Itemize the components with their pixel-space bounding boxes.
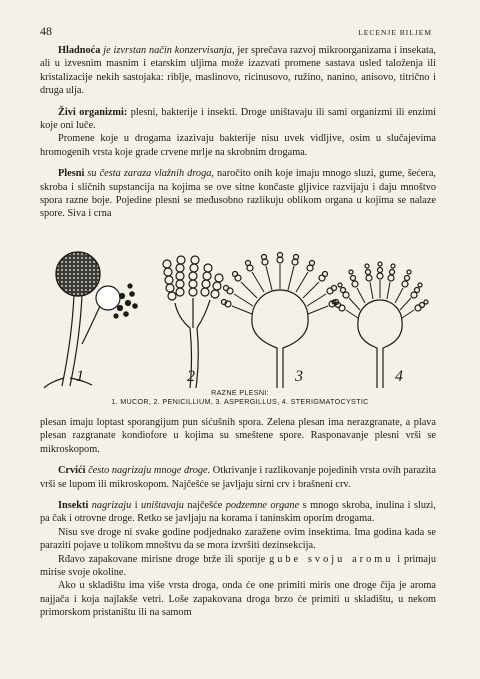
phrase-molds: su česta zaraza vlažnih droga, (87, 168, 214, 180)
paragraph-molds-continued: plesan imaju loptast sporangijum pun sićušnih spora. Zelena plesan ima nerazgranate, a plava plesan razgranate kondiofore u kojima su smeštene spore. Rasponavanje plesni vrši se mikroskopom. (40, 417, 436, 455)
mold-illustration (40, 248, 440, 393)
aroma-before: Rđavo zapakovane mirisne droge brže ili sporije (58, 553, 270, 565)
page-header (40, 24, 432, 39)
page-number: 48 (40, 24, 52, 38)
term-worms: Crvići (58, 465, 86, 477)
figure-label-3: 3 (295, 368, 303, 385)
paragraph-cold (40, 44, 436, 98)
aroma-spaced: gube svoju aromu (269, 553, 394, 565)
paragraph-insects (40, 499, 436, 526)
figure-label-4: 4 (395, 368, 403, 385)
aroma-after: i primaju mirise svoje okoline. (40, 553, 436, 579)
mucor-drawing (44, 252, 137, 388)
paragraph-insects-body: s mnogo skroba, inulina i sluzi, pa čak i otrovne droge. Retko se javljaju na korama i taninskim oporim drogama. (40, 500, 436, 525)
paragraph-cold-body: jer sprečava razvoj mikroorganizama i insekata, ali u izvesnim masnim i etarskim uljima može izazvati promene sastava usled taloženja ili kristalizacije nekih sastojaka: riblje, maslinovo, ricinusovo, ružino, nanino, anisovo, titrično i druga ulja. (40, 45, 436, 97)
phrase-insects-1: nagrizaju (91, 500, 132, 512)
paragraph-molds (40, 167, 436, 221)
paragraph-aroma (40, 553, 436, 580)
paragraph-infestation: Nisu sve droge ni svake godine podjednako zaražene ovim insektima. Ima godina kada se paraziti pojave u tolikom mnoštvu da se mora izvršiti dezinsekcija. (40, 526, 436, 552)
phrase-worms: često nagrizaju mnoge droge. (88, 465, 211, 477)
caption-title: RAZNE PLESNI: (211, 388, 269, 397)
insects-connector-2: najčešće (183, 500, 226, 512)
figure-label-2: 2 (187, 368, 195, 385)
term-organisms: Živi organizmi: (58, 106, 128, 118)
figure-caption (40, 389, 440, 406)
aspergillus-drawing (222, 253, 339, 389)
text-block-top (40, 44, 436, 221)
paragraph-worms-body: Otkrivanje i razlikovanje pojedinih vrsta ovih parazita vrši se lupom ili mikroskopom. Najčešće se javljaju sirni crv i brašneni crv. (40, 465, 436, 490)
paragraph-organisms (40, 106, 436, 133)
sterigmatocystis-drawing (332, 262, 428, 388)
caption-items: 1. MUCOR, 2. PENICILLIUM, 3. ASPERGILLUS, 4. STERIGMATOCYSTIC (111, 396, 369, 406)
term-cold: Hladnoća (58, 45, 101, 56)
paragraph-storage: Ako u skladištu ima više vrsta droga, onda će one primiti miris one droge čija je aroma najjača i koja najlakše vetri. Loše zapakovana droga brzo će primiti u skladištu, u nekom primorskom pristaništu ili na samom (40, 580, 436, 619)
term-insects: Insekti (58, 500, 89, 512)
insects-connector-1: i (131, 500, 142, 512)
phrase-cold: je izvrstan način konzervisanja, (103, 45, 235, 56)
phrase-insects-3: podzemne organe (225, 500, 300, 512)
phrase-insects-2: uništavaju (141, 500, 184, 512)
term-molds: Plesni (58, 168, 85, 180)
running-head: LECENJE BILJEM (358, 28, 432, 37)
paragraph-organisms-body: plesni, bakterije i insekti. Droge uništavaju ili sami organizmi ili enzimi koje oni luče. (40, 106, 436, 132)
text-block-bottom (40, 416, 436, 620)
paragraph-bacteria: Promene koje u drogama izazivaju bakterije nisu uvek vidljive, osim u slučajevima hromogenih vrsta koje grade crvene mrlje na skrobnim drogama. (40, 133, 436, 158)
figure-label-1: 1 (76, 368, 84, 385)
paragraph-molds-body: naročito onih koje imaju mnogo sluzi, gume, šećera, skroba i sličnih supstancija na kojima se ove sitne končaste gljivice razvijaju i daju mnoštvo spora razne boje. Pojedine plesni se međusobno razlikuju oblikom organa u kojima se nalaze spore. Siva i crna (40, 168, 436, 220)
paragraph-worms (40, 464, 436, 491)
